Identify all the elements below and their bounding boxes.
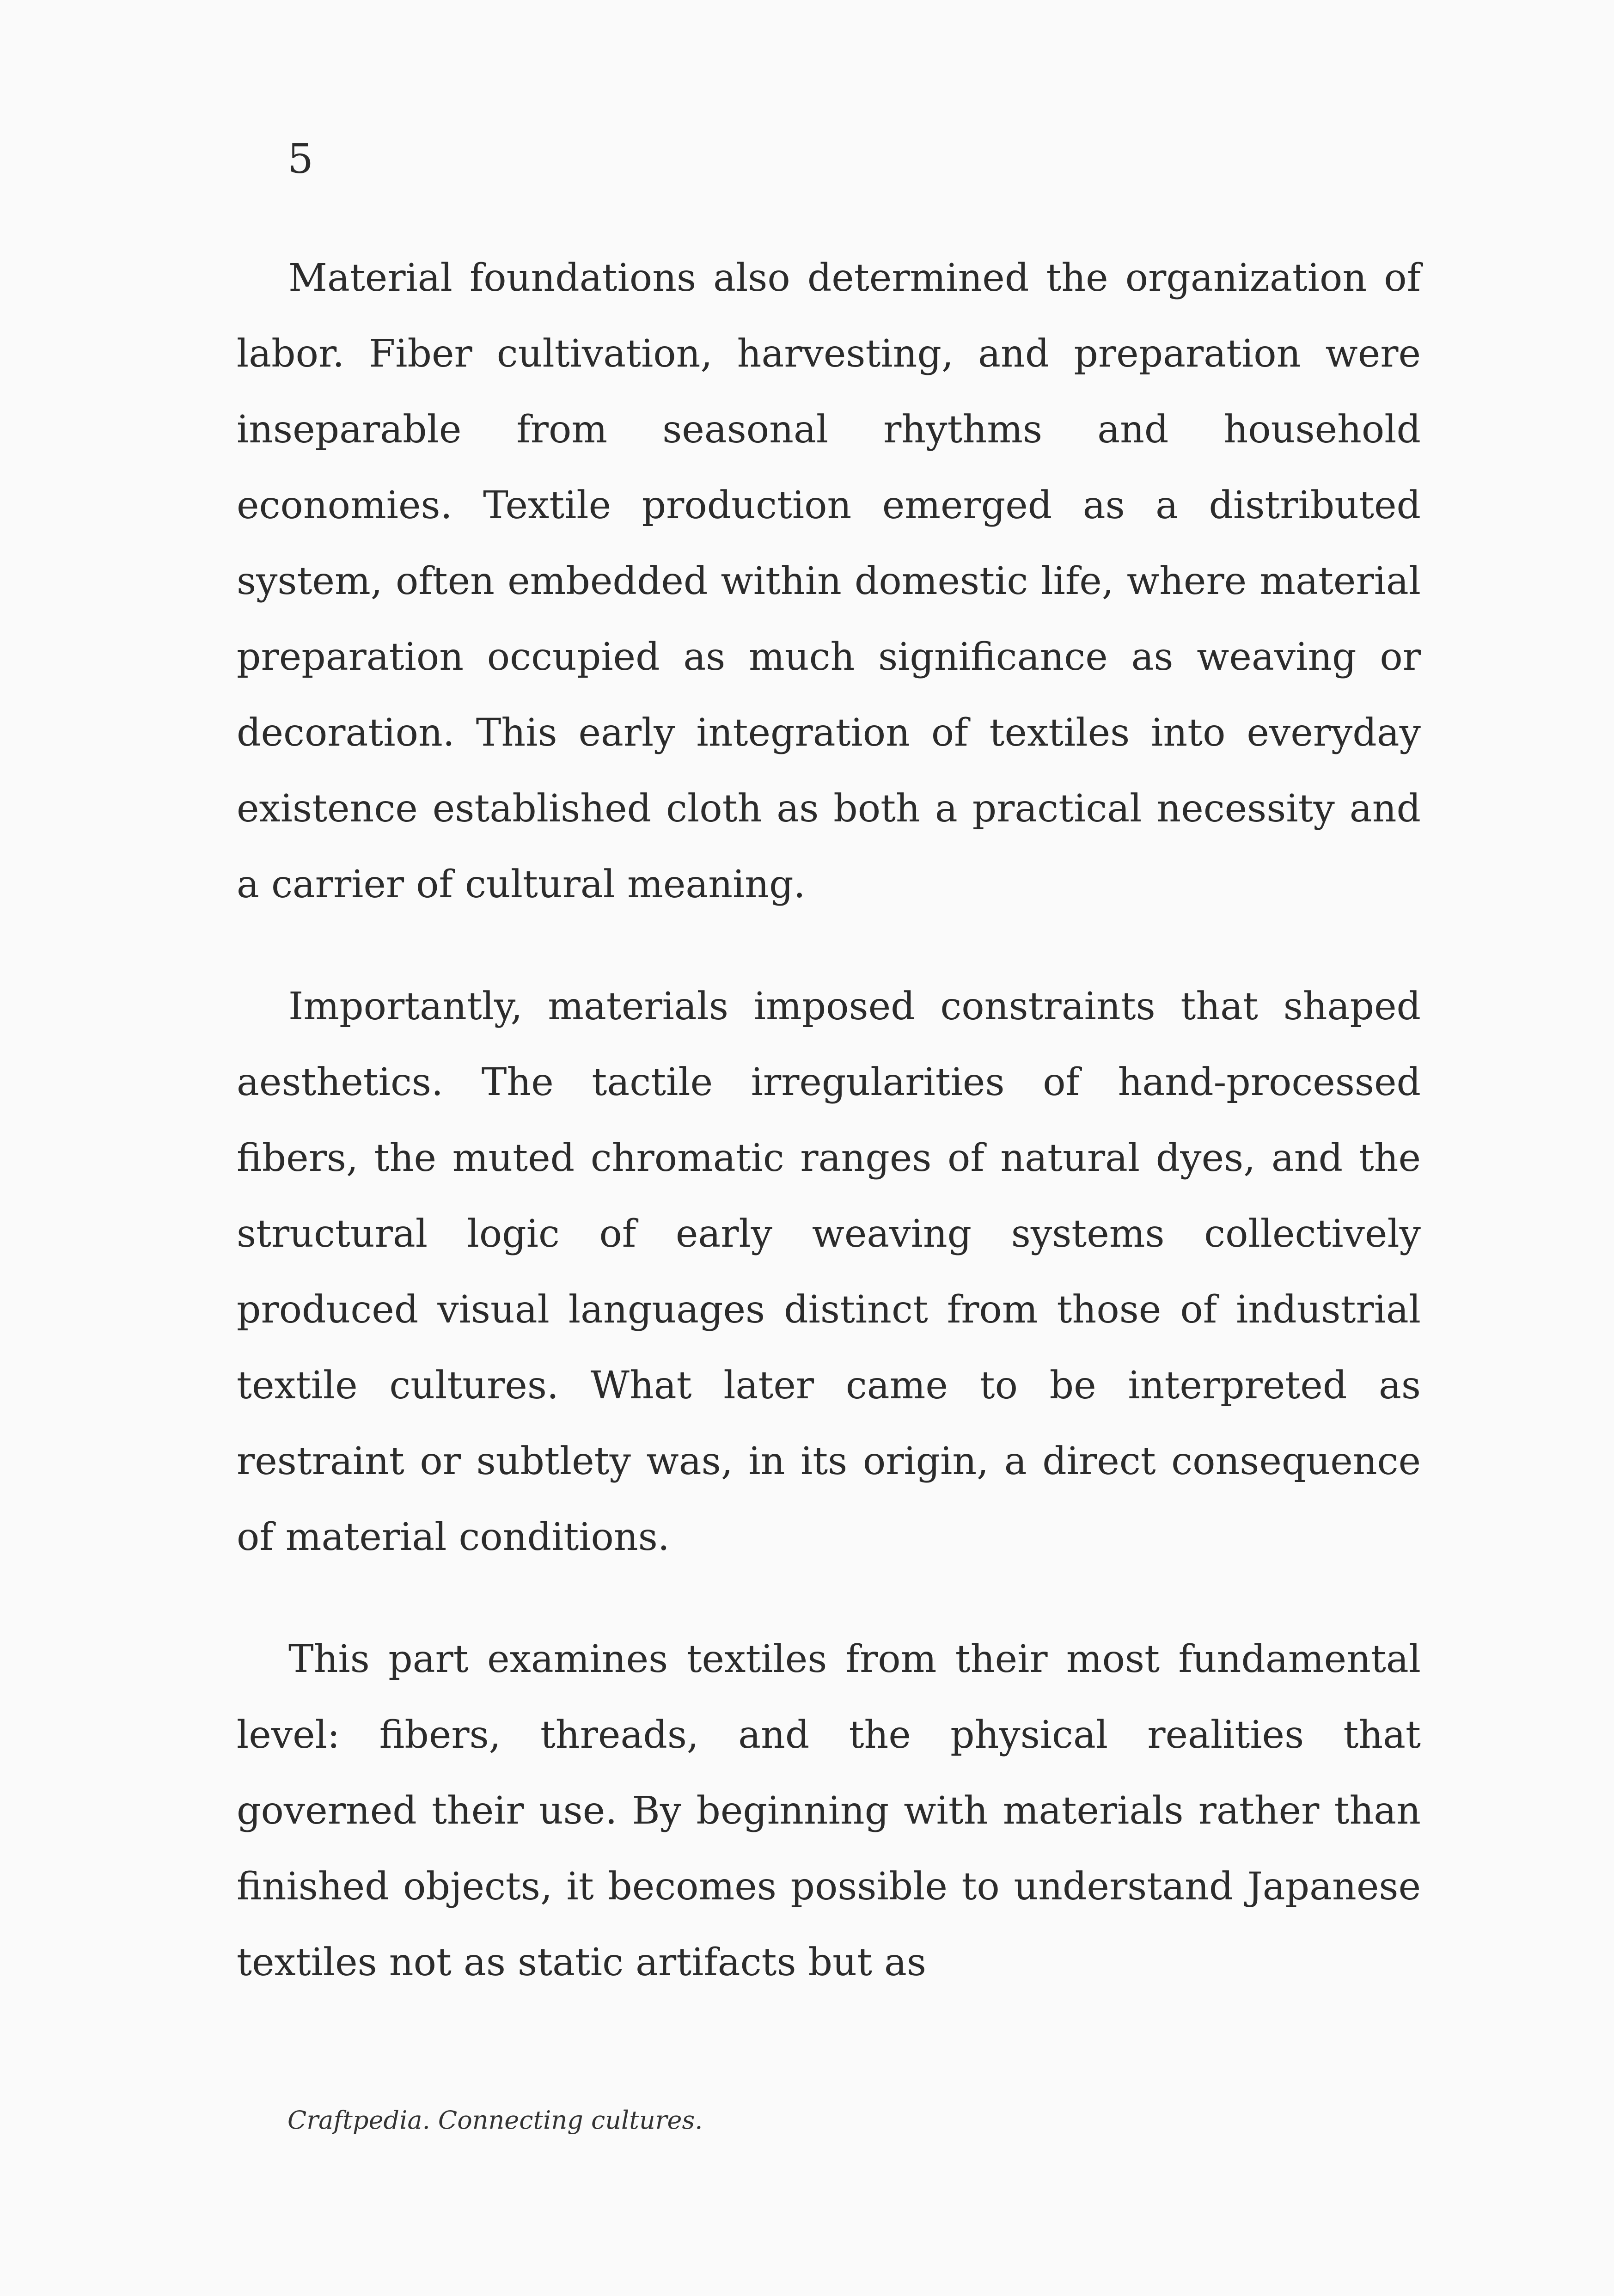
paragraph-1: Material foundations also determined the organization of labor. Fiber cultivation, harvesting, and preparation were inseparable from seasonal rhythms and household economies. Textile production emerged as a distributed system, often embedded within domestic life, where material preparation occupied as much significance as weaving or decoration. This early integration of textiles into everyday existence established cloth as both a practical necessity and a carrier of cultural meaning. bbox=[237, 256, 1421, 906]
page-footer: Craftpedia. Connecting cultures. bbox=[287, 2106, 703, 2135]
paragraph-2: Importantly, materials imposed constraints that shaped aesthetics. The tactile irregularities of hand-processed fibers, the muted chromatic ranges of natural dyes, and the structural logic of early weaving systems collectively produced visual languages distinct from those of industrial textile cultures. What later came to be interpreted as restraint or subtlety was, in its origin, a direct consequence of material conditions. bbox=[237, 985, 1421, 1559]
page-number: 5 bbox=[287, 135, 313, 183]
body-text bbox=[237, 240, 1421, 2047]
paragraph-3: This part examines textiles from their most fundamental level: fibers, threads, and the physical realities that governed their use. By beginning with materials rather than finished objects, it becomes possible to understand Japanese textiles not as static artifacts but as bbox=[237, 1637, 1421, 1984]
